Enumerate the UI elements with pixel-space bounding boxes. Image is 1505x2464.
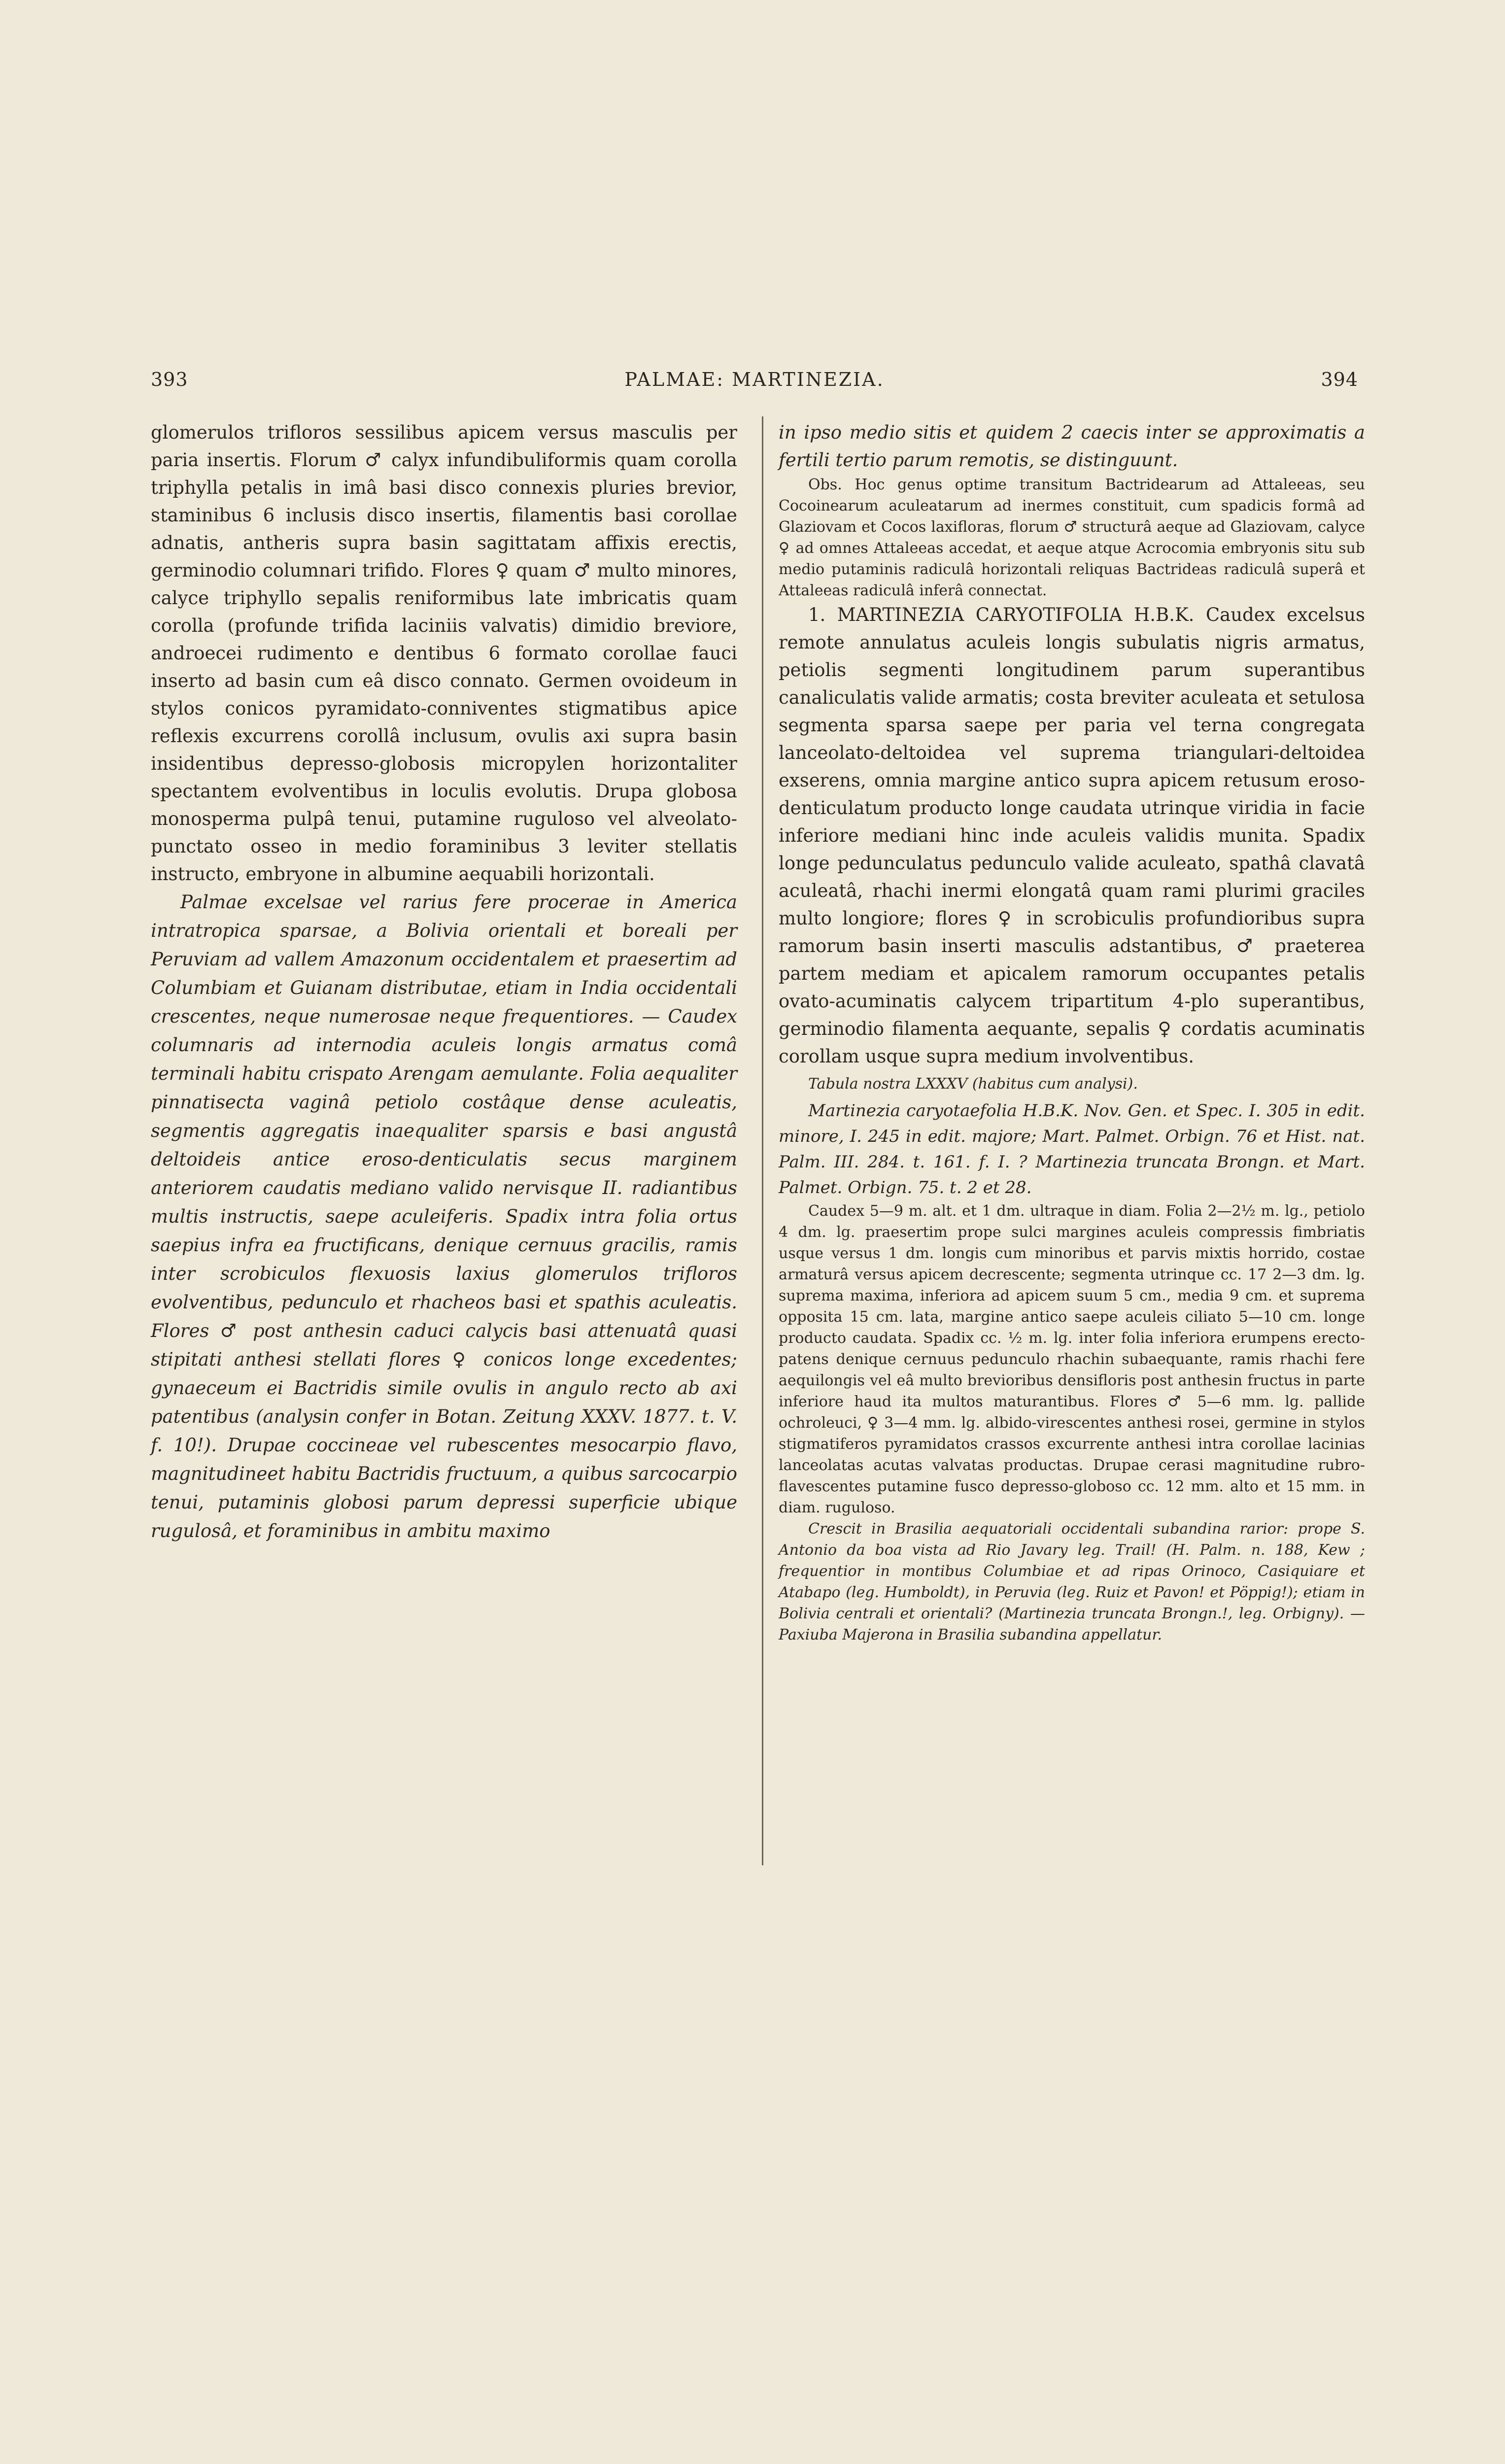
observation-note: Obs. Hoc genus optime transitum Bactridearum ad Attaleeas, seu Cocoinearum aculeatarum ad inermes constituit, cum spadicis formâ ad Glaziovam et Cocos laxifloras, florum ♂ structurâ aeque ad Glaziovam, calyce ♀ ad omnes Attaleeas accedat, et aeque atque Acrocomia embryonis situ sub medio putaminis radiculâ horizontali reliquas Bactrideas radiculâ superâ et Attaleeas radiculâ inferâ connectat. — [779, 476, 1365, 599]
species-entry — [779, 601, 1365, 1070]
distribution-text: Crescit in Brasilia aequatoriali occidentali subandina rarior: prope S. Antonio da boa vista ad Rio Javary leg. Trail! (H. Palm. n. 188, Kew ; frequentior in montibus Columbiae et ad ripas Orinoco, Casiquiare et Atabapo (leg. Humboldt), in Peruvia (leg. Ruiz et Pavon! et Pöppig!); etiam in Bolivia centrali et orientali? (Martinezia truncata Brongn.!, leg. Orbigny). — Paxiuba Majerona in Brasilia subandina appellatur. — [779, 1520, 1365, 1643]
species-heading: 1. MARTINEZIA CARYOTIFOLIA H.B.K. — [808, 604, 1206, 625]
continuation-text: in ipso medio sitis et quidem 2 caecis inter se approximatis a fertili tertio parum remotis, se distinguunt. — [779, 422, 1365, 471]
page-number-right: 394 — [1321, 369, 1358, 390]
synonymy: Martinezia caryotaefolia H.B.K. Nov. Gen. et Spec. I. 305 in edit. minore, I. 245 in edit. majore; Mart. Palmet. Orbign. 76 et Hist. nat. Palm. III. 284. t. 161. f. I. ? Martinezia truncata Brongn. et Mart. Palmet. Orbign. 75. t. 2 et 28. — [779, 1101, 1365, 1198]
plate-reference: Tabula nostra LXXXV (habitus cum analysi). — [808, 1075, 1138, 1093]
running-title: PALMAE: MARTINEZIA. — [624, 369, 885, 390]
right-column — [779, 419, 1365, 1645]
column-divider — [762, 416, 763, 1865]
species-description-small: Caudex 5—9 m. alt. et 1 dm. ultraque in diam. Folia 2—2½ m. lg., petiolo 4 dm. lg. praesertim prope sulci margines aculeis compressis fimbriatis usque versus 1 dm. longis cum minoribus et parvis mixtis horrido, costae armaturâ versus apicem decrescente; segmenta utrinque cc. 17 2—3 dm. lg. suprema maxima, inferiora ad apicem suum 5 cm., media 9 cm. et suprema opposita 15 cm. lata, margine antico saepe aculeis ciliato 5—10 cm. longe producto caudata. Spadix cc. ½ m. lg. inter folia inferiora erumpens erecto-patens denique cernuus pedunculo rhachin subaequante, ramis rhachi fere aequilongis vel eâ multo brevioribus densifloris post anthesin fructus in parte inferiore haud ita multos maturantibus. Flores ♂ 5—6 mm. lg. pallide ochroleuci, ♀ 3—4 mm. lg. albido-virescentes anthesi rosei, germine in stylos stigmatiferos pyramidatos crassos excurrente anthesi intra corollae lacinias lanceolatas acutas valvatas productas. Drupae cerasi magnitudine rubro-flavescentes putamine fusco depresso-globoso cc. 12 mm. alto et 15 mm. in diam. ruguloso. — [779, 1202, 1365, 1516]
left-column — [151, 419, 737, 1545]
page-number-left: 393 — [151, 369, 188, 390]
page-header — [151, 369, 1358, 398]
genus-habit-text: Palmae excelsae vel rarius fere procerae in America intratropica sparsae, a Bolivia orientali et boreali per Peruviam ad vallem Amazonum occidentalem et praesertim ad Columbiam et Guianam distributae, etiam in India occidentali crescentes, neque numerosae neque frequentiores. — Caudex columnaris ad internodia aculeis longis armatus comâ terminali habitu crispato Arengam aemulante. Folia aequaliter pinnatisecta vaginâ petiolo costâque dense aculeatis, segmentis aggregatis inaequaliter sparsis e basi angustâ deltoideis antice eroso-denticulatis secus marginem anteriorem caudatis mediano valido nervisque II. radiantibus multis instructis, saepe aculeiferis. Spadix intra folia ortus saepius infra ea fructificans, denique cernuus gracilis, ramis inter scrobiculos flexuosis laxius glomerulos trifloros evolventibus, pedunculo et rhacheos basi et spathis aculeatis. Flores ♂ post anthesin caduci calycis basi attenuatâ quasi stipitati anthesi stellati flores ♀ conicos longe excedentes; gynaeceum ei Bactridis simile ovulis in angulo recto ab axi patentibus (analysin confer in Botan. Zeitung XXXV. 1877. t. V. f. 10!). Drupae coccineae vel rubescentes mesocarpio flavo, magnitudineet habitu Bactridis fructuum, a quibus sarcocarpio tenui, putaminis globosi parum depressi superficie ubique rugulosâ, et foraminibus in ambitu maximo — [151, 891, 737, 1541]
species-diagnosis: Caudex excelsus remote annulatus aculeis longis subulatis nigris armatus, petiolis segmenti longitudinem parum superantibus canaliculatis valide armatis; costa breviter aculeata et setulosa segmenta sparsa saepe per paria vel terna congregata lanceolato-deltoidea vel suprema triangulari-deltoidea exserens, omnia margine antico supra apicem retusum eroso-denticulatum producto longe caudata utrinque viridia in facie inferiore mediani hinc inde aculeis validis munita. Spadix longe pedunculatus pedunculo valide aculeato, spathâ clavatâ aculeatâ, rhachi inermi elongatâ quam rami plurimi graciles multo longiore; flores ♀ in scrobiculis profundioribus supra ramorum basin inserti masculis adstantibus, ♂ praeterea partem mediam et apicalem ramorum occupantes petalis ovato-acuminatis calycem tripartitum 4-plo superantibus, germinodio filamenta aequante, sepalis ♀ cordatis acuminatis corollam usque supra medium involventibus. — [779, 604, 1366, 1067]
genus-description-text: glomerulos trifloros sessilibus apicem versus masculis per paria insertis. Florum ♂ calyx infundibuliformis quam corolla triphylla petalis in imâ basi disco connexis pluries brevior, staminibus 6 inclusis disco insertis, filamentis basi corollae adnatis, antheris supra basin sagittatam affixis erectis, germinodio columnari trifido. Flores ♀ quam ♂ multo minores, calyce triphyllo sepalis reniformibus late imbricatis quam corolla (profunde trifida laciniis valvatis) dimidio breviore, androecei rudimento e dentibus 6 formato corollae fauci inserto ad basin cum eâ disco connato. Germen ovoideum in stylos conicos pyramidato-conniventes stigmatibus apice reflexis excurrens corollâ inclusum, ovulis axi supra basin insidentibus depresso-globosis micropylen horizontaliter spectantem evolventibus in loculis evolutis. Drupa globosa monosperma pulpâ tenui, putamine ruguloso vel alveolato-punctato osseo in medio foraminibus 3 leviter stellatis instructo, embryone in albumine aequabili horizontali. — [151, 422, 737, 885]
